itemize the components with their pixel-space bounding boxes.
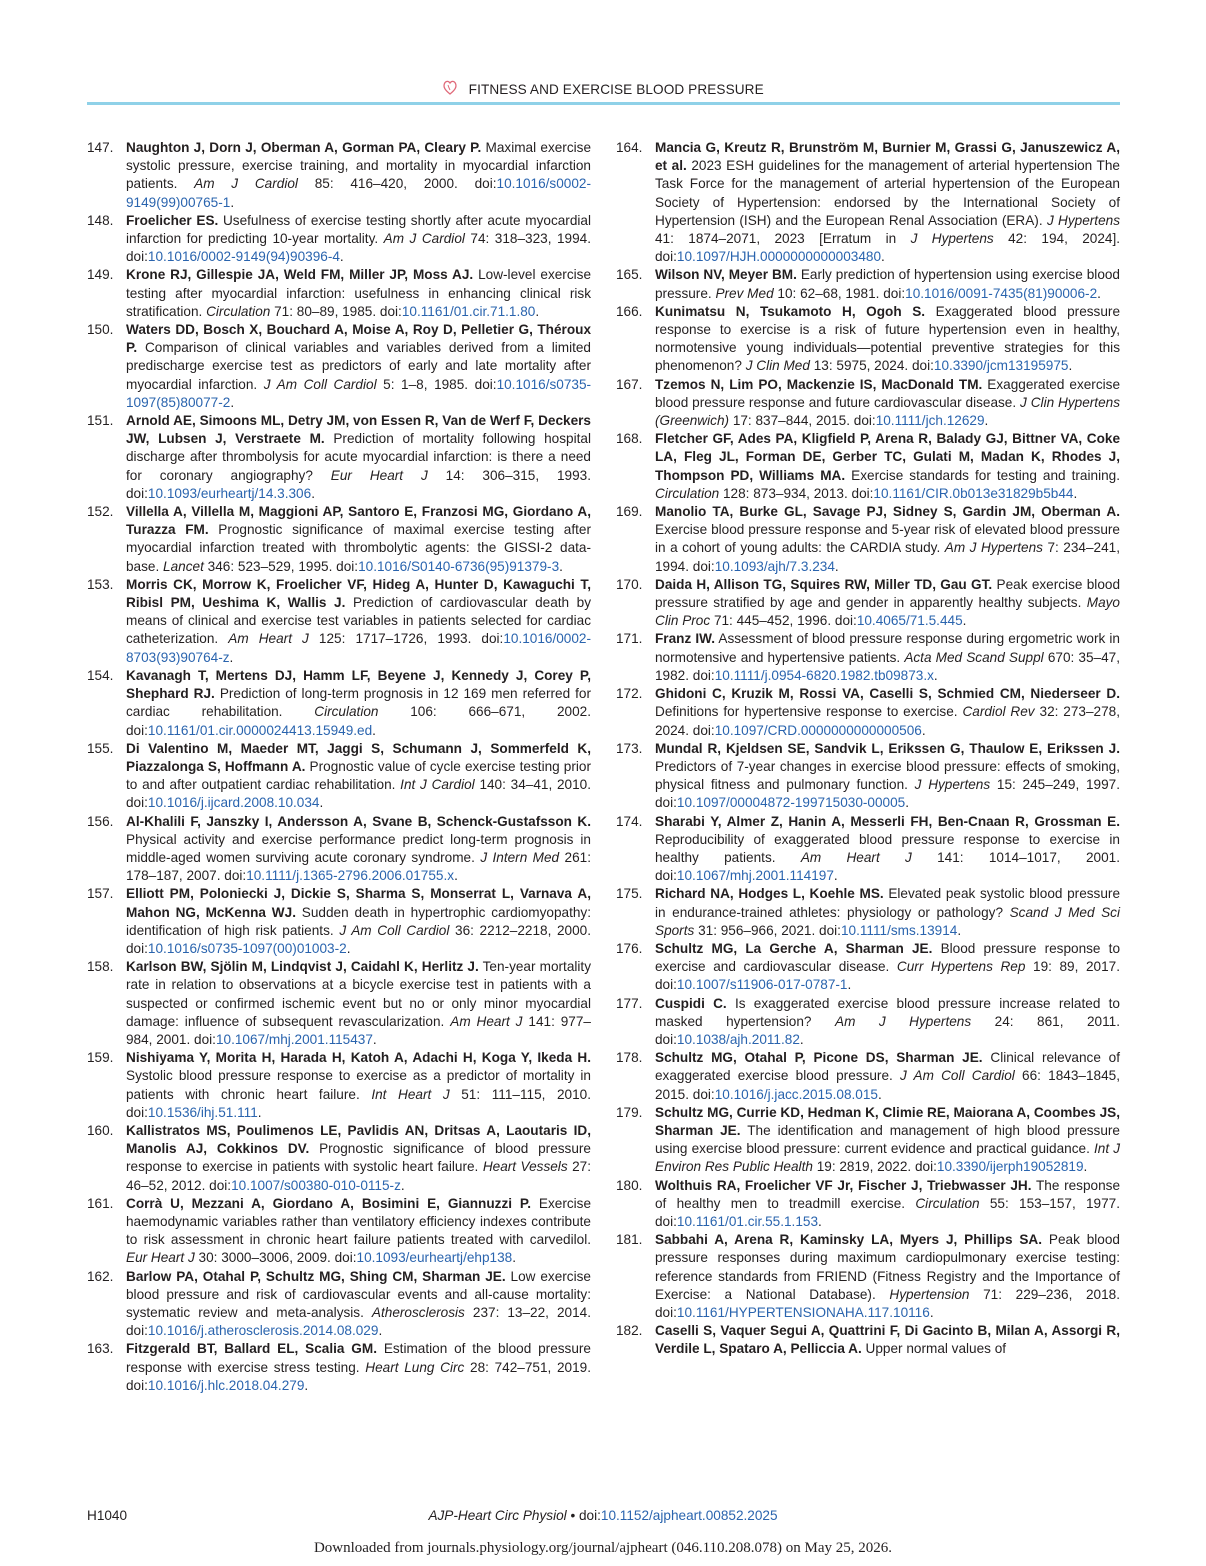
reference-item — [87, 412, 591, 503]
reference-title: Blood pressure response to exercise and cardiovascular disease. — [655, 940, 1120, 975]
reference-item — [616, 1177, 1120, 1232]
reference-item — [87, 1268, 591, 1341]
download-notice: Downloaded from journals.physiology.org/journal/ajpheart (046.110.208.078) on May 25, 2026. — [313, 1540, 893, 1556]
reference-number: 153. — [87, 576, 114, 592]
reference-item — [616, 1322, 1120, 1358]
reference-journal: Eur Heart J — [126, 1250, 195, 1266]
reference-authors: Richard NA, Hodges L, Koehle MS. — [655, 886, 884, 902]
reference-doi-link[interactable]: 10.1016/j.jacc.2015.08.015 — [714, 1086, 878, 1102]
reference-number: 169. — [616, 504, 643, 520]
reference-title: Prediction of mortality following hospital discharge after thrombolysis for acute myocardial infarction: is there a need for coronary angiography? — [126, 431, 591, 483]
reference-title: 2023 ESH guidelines for the management of arterial hypertension The Task Force for the management of arterial hypertension of the European Society of Hypertension: endorsed by the International Society of Hypertension (ISH) and the European Renal Association (ERA). — [655, 158, 1120, 228]
reference-number: 173. — [616, 740, 643, 756]
reference-doi-link[interactable]: 10.1067/mhj.2001.114197 — [676, 868, 834, 884]
reference-details: 5: 1–8, 1985. doi: — [383, 376, 497, 392]
reference-end: . — [400, 1177, 405, 1193]
reference-end: . — [957, 922, 962, 938]
reference-authors: Franz IW. — [655, 631, 715, 647]
reference-item — [616, 430, 1120, 503]
reference-title: Predictors of 7-year changes in exercise blood pressure: effects of smoking, physical fitness and pulmonary function. — [655, 758, 1120, 793]
reference-number: 150. — [87, 322, 114, 338]
reference-details: 36: 2212–2218, 2000. doi: — [126, 922, 592, 956]
reference-authors: Kallistratos MS, Poulimenos LE, Pavlidis AN, Dritsas A, Laoutaris ID, Manolis AJ, Cokkinos DV. — [126, 1122, 591, 1157]
reference-item — [87, 321, 591, 412]
reference-item — [616, 576, 1120, 631]
reference-number: 157. — [87, 886, 114, 902]
reference-number: 166. — [616, 303, 643, 319]
footer-doi-link[interactable]: 10.1152/ajpheart.00852.2025 — [600, 1508, 778, 1523]
reference-authors: Corrà U, Mezzani A, Giordano A, Bosimini E, Giannuzzi P. — [126, 1195, 531, 1211]
reference-end: . — [257, 1104, 262, 1120]
reference-item — [616, 630, 1120, 685]
reference-authors: Krone RJ, Gillespie JA, Weld FM, Miller JP, Moss AJ. — [126, 267, 474, 283]
reference-end: . — [834, 558, 839, 574]
reference-journal: Am J Cardiol — [383, 231, 465, 247]
reference-details: 27: 46–52, 2012. doi: — [126, 1159, 591, 1193]
reference-journal: Circulation — [206, 303, 271, 319]
page-number: H1040 — [87, 1508, 128, 1523]
reference-journal: J Hypertens — [914, 777, 991, 793]
reference-end: . — [799, 1031, 804, 1047]
reference-end: . — [818, 1213, 822, 1229]
reference-journal: Am Heart J — [800, 849, 912, 865]
reference-details: 74: 318–323, 1994. doi: — [126, 231, 592, 265]
reference-number: 181. — [616, 1232, 643, 1248]
reference-journal: Am Heart J — [450, 1013, 523, 1029]
reference-details: 28: 742–751, 2019. doi: — [126, 1359, 592, 1393]
reference-end: . — [881, 249, 885, 265]
reference-journal: Int Heart J — [371, 1086, 450, 1102]
header-rule — [87, 102, 1120, 105]
reference-end: . — [929, 1305, 934, 1320]
reference-doi-link[interactable]: 10.1161/01.cir.71.1.80 — [401, 303, 536, 319]
reference-number: 148. — [87, 212, 114, 228]
reference-title: Exaggerated exercise blood pressure response and future cardiovascular disease. — [655, 376, 1120, 410]
reference-authors: Villella A, Villella M, Maggioni AP, Santoro E, Franzosi MG, Giordano A, Turazza FM. — [126, 504, 591, 538]
header-title: FITNESS AND EXERCISE BLOOD PRESSURE — [468, 82, 764, 97]
reference-details: 13: 5975, 2024. doi: — [813, 358, 934, 374]
reference-doi-link[interactable]: 10.1067/mhj.2001.115437 — [215, 1031, 373, 1047]
reference-doi-link[interactable]: 10.1016/s0735-1097(00)01003-2 — [147, 940, 347, 956]
reference-item — [616, 376, 1120, 431]
footer-separator: • doi: — [566, 1508, 601, 1523]
reference-doi-link[interactable]: 10.1111/jch.12629 — [875, 413, 985, 429]
reference-column-left — [87, 139, 591, 1395]
reference-title: Sudden death in hypertrophic cardiomyopathy: identification of high risk patients. — [126, 904, 591, 938]
reference-journal: Acta Med Scand Suppl — [904, 649, 1044, 665]
reference-doi-link[interactable]: 10.1007/s11906-017-0787-1 — [676, 977, 848, 993]
reference-journal: J Am Coll Cardiol — [263, 376, 377, 392]
reference-doi-link[interactable]: 10.1038/ajh.2011.82 — [676, 1031, 800, 1047]
reference-journal: J Intern Med — [480, 849, 560, 865]
reference-item — [616, 503, 1120, 576]
reference-authors: Morris CK, Morrow K, Froelicher VF, Hideg A, Hunter D, Kawaguchi T, Ribisl PM, Ueshima K, Wallis J. — [126, 576, 591, 611]
reference-authors: Manolio TA, Burke GL, Savage PJ, Sidney S, Gardin JM, Oberman A. — [655, 504, 1120, 520]
reference-item — [87, 740, 591, 813]
reference-number: 174. — [616, 813, 643, 829]
reference-number: 168. — [616, 431, 643, 447]
reference-journal: Cardiol Rev — [962, 704, 1035, 720]
reference-number: 152. — [87, 504, 114, 520]
reference-number: 172. — [616, 686, 643, 702]
reference-details: 237: 13–22, 2014. doi: — [126, 1305, 591, 1339]
reference-item — [87, 1340, 591, 1395]
reference-end: . — [1073, 485, 1078, 501]
reference-details: 19: 89, 2017. doi: — [655, 959, 1120, 993]
reference-title: Is exaggerated exercise blood pressure increase related to masked hypertension? — [655, 995, 1120, 1029]
reference-doi-link[interactable]: 10.1016/j.ijcard.2008.10.034 — [147, 795, 320, 811]
reference-details: 66: 1843–1845, 2015. doi: — [655, 1068, 1120, 1102]
reference-title: Systolic blood pressure response to exercise as a predictor of mortality in patients with chronic heart failure. — [126, 1068, 591, 1102]
reference-journal: Am J Hypertens — [835, 1013, 972, 1029]
reference-end: . — [339, 249, 344, 265]
reference-item — [616, 885, 1120, 940]
reference-authors: Daida H, Allison TG, Squires RW, Miller TD, Gau GT. — [655, 576, 993, 592]
reference-doi-link[interactable]: 10.1161/HYPERTENSIONAHA.117.10116 — [676, 1305, 930, 1320]
reference-authors: Schultz MG, Otahal P, Picone DS, Sharman JE. — [655, 1050, 983, 1066]
reference-title: Prediction of long-term prognosis in 12 169 men referred for cardiac rehabilitation. — [126, 686, 592, 720]
reference-authors: Fitzgerald BT, Ballard EL, Scalia GM. — [126, 1341, 377, 1357]
reference-column-right — [616, 139, 1120, 1359]
reference-title: Upper normal values of — [865, 1341, 1007, 1357]
reference-end: . — [304, 1377, 309, 1393]
reference-doi-link[interactable]: 10.1016/S0140-6736(95)91379-3 — [358, 558, 560, 574]
reference-title: Exercise haemodynamic variables rather than ventilatory efficiency indexes contribute to risk assessment in chronic heart failure patients treated with carvedilol. — [126, 1195, 592, 1248]
reference-journal: Am J Cardiol — [194, 176, 298, 192]
reference-journal: Atherosclerosis — [371, 1305, 465, 1320]
reference-journal: Mayo Clin Proc — [655, 595, 1120, 629]
reference-item — [616, 1049, 1120, 1104]
reference-item — [87, 503, 591, 576]
reference-item — [616, 139, 1120, 266]
reference-end: . — [833, 868, 838, 884]
reference-number: 158. — [87, 959, 114, 975]
reference-journal: J Clin Hypertens (Greenwich) — [655, 394, 1120, 429]
reference-doi-link[interactable]: 10.1111/sms.13914 — [840, 922, 958, 938]
reference-authors: Froelicher ES. — [126, 212, 219, 228]
reference-journal: Heart Vessels — [482, 1159, 568, 1175]
reference-doi-link[interactable]: 10.1093/eurheartj/14.3.306 — [147, 485, 312, 501]
reference-item — [616, 813, 1120, 886]
reference-details: 32: 273–278, 2024. doi: — [655, 704, 1121, 738]
reference-doi-link[interactable]: 10.3390/ijerph19052819 — [936, 1159, 1084, 1175]
reference-title: Exercise blood pressure response and 5-year risk of elevated blood pressure in a cohort of young adults: the CARDIA study. — [655, 522, 1120, 556]
reference-journal: J Am Coll Cardiol — [900, 1068, 1015, 1084]
reference-journal: Am J Hypertens — [944, 540, 1043, 556]
reference-number: 175. — [616, 886, 643, 902]
reference-doi-link[interactable]: 10.1097/00004872-199715030-00005 — [676, 795, 906, 811]
reference-doi-link[interactable]: 10.1016/j.hlc.2018.04.279 — [147, 1377, 305, 1393]
reference-authors: Waters DD, Bosch X, Bouchard A, Moise A, Roy D, Pelletier G, Théroux P. — [126, 322, 591, 356]
reference-end: . — [1097, 285, 1101, 301]
reference-authors: Wolthuis RA, Froelicher VF Jr, Fischer J, Triebwasser JH. — [655, 1177, 1032, 1193]
reference-number: 176. — [616, 940, 643, 956]
reference-details: 141: 1014–1017, 2001. doi: — [655, 849, 1120, 884]
reference-item — [87, 139, 591, 212]
reference-journal: Hypertension — [889, 1286, 970, 1302]
reference-item — [87, 1049, 591, 1122]
reference-journal: Scand J Med Sci Sports — [655, 904, 1120, 938]
reference-authors: Nishiyama Y, Morita H, Harada H, Katoh A, Adachi H, Koga Y, Ikeda H. — [126, 1050, 591, 1066]
reference-title: Clinical relevance of exaggerated exercise blood pressure. — [655, 1050, 1121, 1084]
reference-title: Maximal exercise systolic pressure, exercise training, and mortality in myocardial infarction patients. — [126, 140, 592, 192]
reference-journal: Lancet — [163, 558, 204, 574]
reference-end: . — [372, 1031, 377, 1047]
reference-number: 167. — [616, 376, 643, 392]
reference-details: 141: 977–984, 2001. doi: — [126, 1013, 591, 1047]
reference-title: Estimation of the blood pressure response with exercise stress testing. — [126, 1341, 591, 1375]
reference-title: Assessment of blood pressure response during ergometric work in normotensive and hypertensive patients. — [655, 631, 1120, 665]
reference-number: 182. — [616, 1323, 643, 1339]
reference-end: . — [346, 940, 351, 956]
reference-number: 162. — [87, 1268, 114, 1284]
reference-item — [616, 266, 1120, 302]
reference-item — [87, 1122, 591, 1195]
running-header — [0, 78, 1206, 100]
reference-authors: Mancia G, Kreutz R, Brunström M, Burnier M, Grassi G, Januszewicz A, et al. — [655, 140, 1120, 174]
reference-title: Prognostic value of cycle exercise testing prior to and after outpatient cardiac rehabilitation. — [126, 758, 591, 793]
reference-details: 71: 229–236, 2018. doi: — [655, 1286, 1121, 1320]
reference-end: . — [905, 795, 909, 811]
reference-title: The identification and management of high blood pressure using exercise blood pressure: current evidence and practical guidance. — [655, 1122, 1120, 1157]
reference-doi-link[interactable]: 10.1016/0002-9149(94)90396-4 — [147, 249, 340, 265]
reference-doi-link[interactable]: 10.1111/j.1365-2796.2006.01755.x — [246, 868, 455, 884]
reference-number: 180. — [616, 1177, 643, 1193]
reference-item — [87, 212, 591, 267]
reference-item — [616, 995, 1120, 1050]
reference-title: Prognostic significance of maximal exercise testing after myocardial infarction treated with thrombolytic agents: the GISSI-2 data-base. — [126, 522, 591, 574]
reference-number: 177. — [616, 995, 643, 1011]
reference-details: 261: 178–187, 2007. doi: — [126, 849, 591, 884]
reference-details: 140: 34–41, 2010. doi: — [126, 777, 592, 811]
reference-number: 151. — [87, 413, 114, 429]
reference-authors: Wilson NV, Meyer BM. — [655, 267, 797, 283]
reference-doi-link[interactable]: 10.3390/jcm13195975 — [933, 358, 1069, 374]
reference-authors: Ghidoni C, Kruzik M, Rossi VA, Caselli S, Schmied CM, Niederseer D. — [655, 686, 1120, 702]
reference-doi-link[interactable]: 10.1097/CRD.0000000000000506 — [714, 722, 922, 738]
reference-number: 155. — [87, 740, 114, 756]
reference-authors: Schultz MG, Currie KD, Hedman K, Climie RE, Maiorana A, Coombes JS, Sharman JE. — [655, 1104, 1120, 1138]
reference-title: The response of healthy men to treadmill exercise. — [655, 1177, 1121, 1211]
reference-authors: Sharabi Y, Almer Z, Hanin A, Messerli FH, Ben-Cnaan R, Grossman E. — [655, 813, 1120, 829]
reference-number: 171. — [616, 631, 643, 647]
reference-details: 24: 861, 2011. doi: — [655, 1013, 1120, 1047]
reference-number: 170. — [616, 576, 643, 592]
reference-item — [87, 885, 591, 958]
reference-end: . — [230, 394, 235, 410]
reference-item — [87, 667, 591, 740]
reference-number: 179. — [616, 1104, 643, 1120]
reference-journal: J Hypertens — [910, 231, 994, 247]
reference-item — [616, 1104, 1120, 1177]
reference-title: Prognostic significance of blood pressure response to exercise in patients with systolic heart failure. — [126, 1141, 591, 1175]
reference-authors: Sabbahi A, Arena R, Kaminsky LA, Myers J, Phillips SA. — [655, 1232, 1043, 1248]
reference-details: 41: 1874–2071, 2023 [Erratum in — [655, 231, 897, 247]
reference-journal: Curr Hypertens Rep — [896, 959, 1026, 975]
reference-number: 163. — [87, 1341, 114, 1357]
reference-item — [616, 740, 1120, 813]
reference-title: Peak exercise blood pressure stratified by age and gender in apparently healthy subjects. — [655, 576, 1121, 611]
reference-title: Usefulness of exercise testing shortly after acute myocardial infarction for predicting 10-year mortality. — [126, 212, 591, 247]
reference-title: Elevated peak systolic blood pressure in endurance-trained athletes: physiology or pathology? — [655, 886, 1121, 920]
reference-title: Low exercise blood pressure and risk of cardiovascular events and all-cause mortality: systematic review and meta-analysis. — [126, 1268, 591, 1320]
reference-doi-link[interactable]: 10.1536/ihj.51.111 — [147, 1104, 258, 1120]
reference-end: . — [311, 485, 315, 501]
reference-authors: Fletcher GF, Ades PA, Kligfield P, Arena R, Balady GJ, Bittner VA, Coke LA, Fleg JL, Forman DE, Gerber TC, Gulati M, Madan K, Rhodes J, Thompson PD, Williams MA. — [655, 431, 1120, 483]
reference-title: Exercise standards for testing and training. — [851, 467, 1120, 483]
reference-end: . — [454, 868, 458, 884]
reference-doi-link[interactable]: 10.1097/HJH.0000000000003480 — [676, 249, 882, 265]
reference-end: . — [984, 413, 989, 429]
reference-number: 149. — [87, 267, 114, 283]
reference-title: Reproducibility of exaggerated blood pressure response to exercise in healthy patients. — [655, 831, 1120, 865]
reference-authors: Tzemos N, Lim PO, Mackenzie IS, MacDonald TM. — [655, 376, 983, 392]
reference-journal: Eur Heart J — [330, 467, 428, 483]
reference-end: . — [933, 667, 938, 683]
reference-details: 346: 523–529, 1995. doi: — [207, 558, 359, 574]
reference-item — [616, 940, 1120, 995]
reference-title: Physical activity and exercise performance predict long-term prognosis in middle-aged women surviving acute coronary syndrome. — [126, 831, 591, 865]
reference-doi-link[interactable]: 10.1161/CIR.0b013e31829b5b44 — [873, 485, 1074, 501]
reference-details: 15: 245–249, 1997. doi: — [655, 777, 1121, 811]
reference-end: . — [535, 303, 540, 319]
reference-journal: J Clin Med — [745, 358, 810, 374]
reference-authors: Al-Khalili F, Janszky I, Andersson A, Svane B, Schenck-Gustafsson K. — [126, 813, 591, 829]
reference-details: 55: 153–157, 1977. doi: — [655, 1195, 1121, 1229]
reference-item — [616, 1231, 1120, 1322]
reference-journal: Prev Med — [715, 285, 774, 301]
reference-item — [87, 1195, 591, 1268]
reference-number: 159. — [87, 1050, 114, 1066]
reference-number: 178. — [616, 1050, 643, 1066]
reference-doi-link[interactable]: 10.1016/0091-7435(81)90006-2 — [905, 285, 1098, 301]
reference-title: Low-level exercise testing after myocardial infarction: usefulness in enhancing clinical risk stratification. — [126, 267, 591, 319]
reference-end: . — [921, 722, 926, 738]
reference-end: . — [512, 1250, 517, 1266]
reference-authors: Kavanagh T, Mertens DJ, Hamm LF, Beyene J, Kennedy J, Corey P, Shephard RJ. — [126, 667, 591, 702]
reference-end: . — [559, 558, 563, 574]
footer-journal: AJP-Heart Circ Physiol — [428, 1508, 567, 1523]
reference-item — [87, 266, 591, 321]
reference-journal: Circulation — [314, 704, 379, 720]
reference-journal: Circulation — [655, 485, 720, 501]
reference-end: . — [1083, 1159, 1088, 1175]
reference-item — [87, 813, 591, 886]
reference-number: 156. — [87, 813, 114, 829]
reference-details: 670: 35–47, 1982. doi: — [655, 649, 1121, 683]
reference-details: 30: 3000–3006, 2009. doi: — [198, 1250, 357, 1266]
reference-doi-link[interactable]: 10.1111/j.0954-6820.1982.tb09873.x — [714, 667, 934, 683]
reference-end: . — [230, 194, 235, 210]
reference-number: 161. — [87, 1195, 114, 1211]
reference-number: 147. — [87, 140, 114, 155]
reference-details: 106: 666–671, 2002. doi: — [126, 704, 591, 738]
reference-doi-link[interactable]: 10.1016/j.atherosclerosis.2014.08.029 — [147, 1323, 379, 1339]
reference-authors: Karlson BW, Sjölin M, Lindqvist J, Caidahl K, Herlitz J. — [126, 959, 479, 975]
reference-authors: Di Valentino M, Maeder MT, Jaggi S, Schumann J, Sommerfeld K, Piazzalonga S, Hoffmann A. — [126, 740, 591, 774]
reference-item — [616, 685, 1120, 740]
reference-end: . — [877, 1086, 882, 1102]
reference-journal: J Am Coll Cardiol — [339, 922, 450, 938]
reference-end: . — [372, 722, 376, 738]
reference-number: 164. — [616, 140, 643, 155]
reference-title: Comparison of clinical variables and variables derived from a limited predischarge exercise test as predictors of early and late mortality after myocardial infarction. — [126, 340, 591, 392]
reference-details: 71: 80–89, 1985. doi: — [274, 303, 402, 319]
reference-item — [616, 303, 1120, 376]
reference-journal: Am Heart J — [228, 631, 309, 647]
reference-journal: J Hypertens — [1046, 212, 1121, 228]
reference-end: . — [1068, 358, 1073, 374]
reference-doi-link[interactable]: 10.4065/71.5.445 — [856, 613, 963, 629]
reference-details: 19: 2819, 2022. doi: — [816, 1159, 937, 1175]
reference-number: 154. — [87, 667, 114, 683]
reference-details: 85: 416–420, 2000. doi: — [314, 176, 497, 192]
reference-authors: Elliott PM, Poloniecki J, Dickie S, Sharma S, Monserrat L, Varnava A, Mahon NG, McKenna WJ. — [126, 886, 591, 920]
reference-details: 17: 837–844, 2015. doi: — [732, 413, 876, 429]
reference-authors: Cuspidi C. — [655, 995, 727, 1011]
reference-title: Early prediction of hypertension using exercise blood pressure. — [655, 267, 1120, 301]
reference-details: 51: 111–115, 2010. doi: — [126, 1086, 592, 1120]
reference-authors: Schultz MG, La Gerche A, Sharman JE. — [655, 940, 933, 956]
reference-doi-link[interactable]: 10.1007/s00380-010-0115-z — [231, 1177, 401, 1193]
reference-authors: Naughton J, Dorn J, Oberman A, Gorman PA, Cleary P. — [126, 140, 482, 155]
reference-item — [87, 576, 591, 667]
reference-end: . — [378, 1323, 383, 1339]
reference-end: . — [229, 649, 234, 665]
heart-outline-icon — [442, 78, 458, 101]
reference-doi-link[interactable]: 10.1016/0002-8703(93)90764-z — [126, 631, 592, 665]
reference-title: Definitions for hypertensive response to exercise. — [655, 704, 958, 720]
reference-title: Ten-year mortality rate in relation to observations at a bicycle exercise test in patients with a suspected or confirmed ischemic event but no or only minor myocardial damage: influence of subsequent revascularization. — [126, 959, 591, 1029]
reference-end: . — [847, 977, 852, 993]
reference-details: 71: 445–452, 1996. doi: — [713, 613, 857, 629]
reference-details: 10: 62–68, 1981. doi: — [777, 285, 906, 301]
reference-authors: Mundal R, Kjeldsen SE, Sandvik L, Erikssen G, Thaulow E, Erikssen J. — [655, 740, 1120, 756]
reference-details: 42: 194, 2024]. doi: — [655, 231, 1121, 265]
reference-details: 125: 1717–1726, 1993. doi: — [318, 631, 504, 647]
reference-details: 7: 234–241, 1994. doi: — [655, 540, 1120, 574]
reference-end: . — [319, 795, 324, 811]
reference-end: . — [962, 613, 967, 629]
reference-authors: Barlow PA, Otahal P, Schultz MG, Shing CM, Sharman JE. — [126, 1268, 506, 1284]
reference-doi-link[interactable]: 10.1093/ajh/7.3.234 — [714, 558, 835, 574]
reference-details: 128: 873–934, 2013. doi: — [723, 485, 874, 501]
reference-doi-link[interactable]: 10.1093/eurheartj/ehp138 — [356, 1250, 513, 1266]
reference-doi-link[interactable]: 10.1016/s0002-9149(99)00765-1 — [126, 176, 591, 210]
reference-doi-link[interactable]: 10.1161/01.cir.55.1.153 — [676, 1213, 819, 1229]
reference-number: 160. — [87, 1122, 114, 1138]
reference-title: Prediction of cardiovascular death by means of clinical and exercise test variables in patients selected for cardiac catheterization. — [126, 595, 592, 647]
reference-journal: Circulation — [915, 1195, 980, 1211]
reference-journal: Int J Cardiol — [400, 777, 475, 793]
reference-number: 165. — [616, 267, 643, 283]
reference-title: Peak blood pressure responses during maximum cardiopulmonary exercise testing: reference standards from FRIEND (Fitness Registry and the Importance of Exercise: a National Database). — [655, 1232, 1120, 1302]
reference-details: 14: 306–315, 1993. doi: — [126, 467, 592, 501]
reference-details: 31: 956–966, 2021. doi: — [698, 922, 841, 938]
reference-authors: Kunimatsu N, Tsukamoto H, Ogoh S. — [655, 303, 926, 319]
reference-authors: Caselli S, Vaquer Segui A, Quattrini F, Di Gacinto B, Milan A, Assorgi R, Verdile L, Spataro A, Pelliccia A. — [655, 1323, 1120, 1357]
footer-citation — [0, 1508, 1206, 1523]
reference-doi-link[interactable]: 10.1161/01.cir.0000024413.15949.ed — [147, 722, 373, 738]
reference-journal: Int J Environ Res Public Health — [655, 1141, 1121, 1175]
reference-item — [87, 958, 591, 1049]
reference-journal: Heart Lung Circ — [365, 1359, 465, 1375]
reference-authors: Arnold AE, Simoons ML, Detry JM, von Essen R, Van de Werf F, Deckers JW, Lubsen J, Verstraete M. — [126, 413, 591, 447]
reference-doi-link[interactable]: 10.1016/s0735-1097(85)80077-2 — [126, 376, 592, 410]
reference-title: Exaggerated blood pressure response to exercise is a risk of future hypertension even in healthy, normotensive young individuals—potential preventive strategies for this phenomenon? — [655, 303, 1121, 374]
